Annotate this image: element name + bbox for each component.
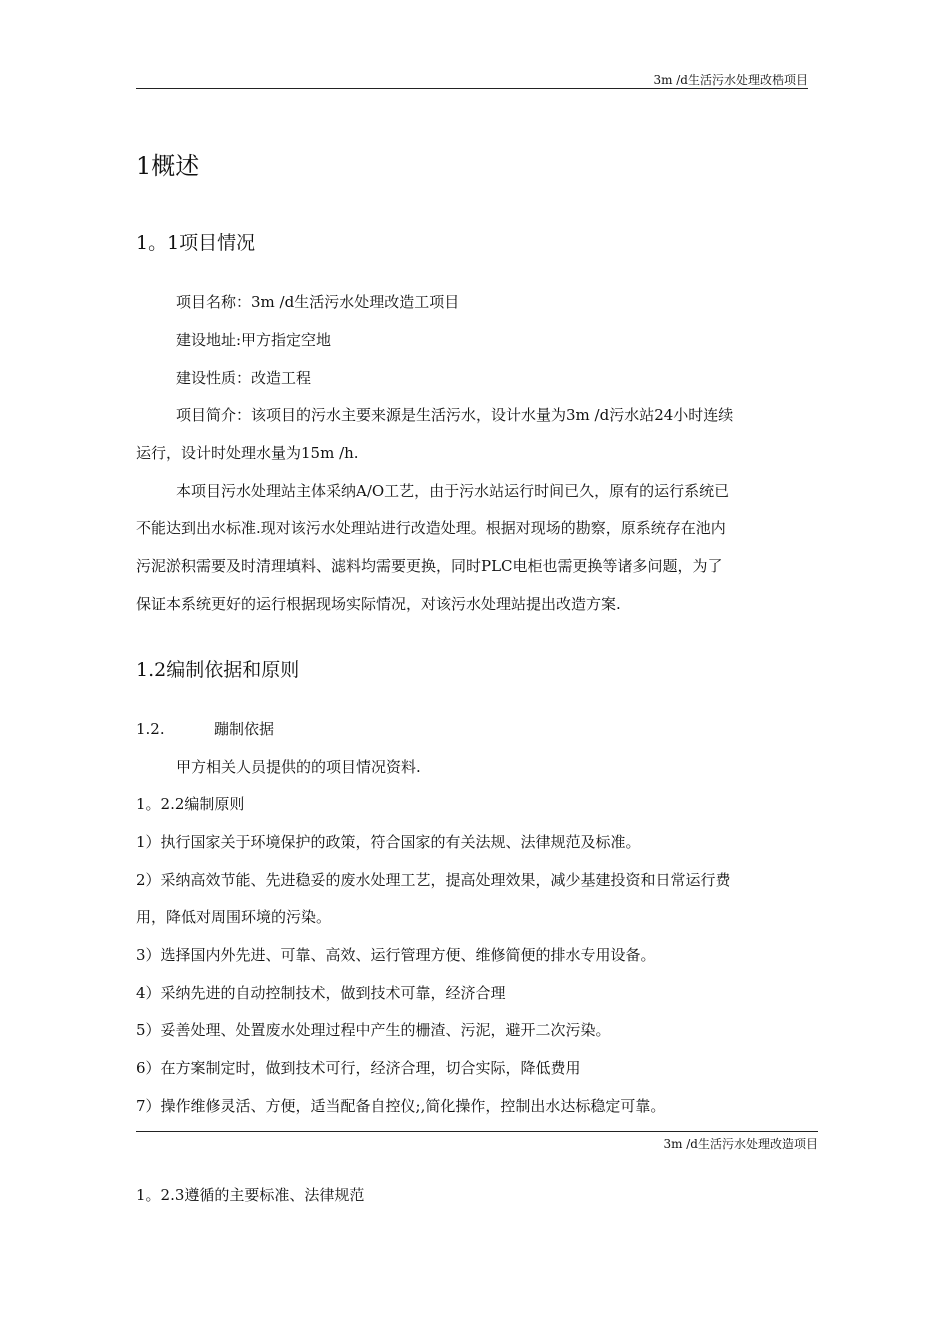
principle-item-2: 2）采纳高效节能、先进稳妥的废水处理工艺，提高处理效果，减少基建投资和日常运行费 — [136, 871, 731, 889]
subsection-title-1-2-1: 蹦制依据 — [214, 720, 275, 738]
para-line-1: 本项目污水处理站主体采纳A/O工艺，由于污水站运行时间已久，原有的运行系统已 — [176, 482, 730, 500]
principle-item-1: 1）执行国家关于环境保护的政策，符合国家的有关法规、法律规范及标准。 — [136, 833, 641, 851]
principle-item-5: 5）妥善处理、处置废水处理过程中产生的栅渣、污泥，避开二次污染。 — [136, 1021, 611, 1039]
subsection-number-1-2-1: 1.2. — [136, 720, 165, 738]
project-brief-line-2: 运行，设计时处理水量为15m /h. — [136, 444, 359, 462]
principle-item-3: 3）选择国内外先进、可靠、高效、运行管理方便、维修简便的排水专用设备。 — [136, 946, 656, 964]
subsection-title-1-2-2: 1。2.2编制原则 — [136, 795, 245, 813]
project-name: 项目名称：3m /d生活污水处理改造工项目 — [176, 293, 460, 311]
project-brief-line-1: 项目简介：该项目的污水主要来源是生活污水，设计水量为3m /d污水站24小时连续 — [176, 406, 734, 424]
basis-text: 甲方相关人员提供的的项目情况资料. — [176, 758, 421, 776]
page-break-rule — [136, 1131, 818, 1132]
principle-item-2-cont: 用，降低对周围环境的污染。 — [136, 908, 332, 926]
principle-item-7: 7）操作维修灵活、方便，适当配备自控仪;,简化操作，控制出水达标稳定可靠。 — [136, 1097, 666, 1115]
header-rule — [136, 88, 808, 89]
para-line-4: 保证本系统更好的运行根据现场实际情况，对该污水处理站提出改造方案. — [136, 595, 621, 613]
para-line-3: 污泥淤积需要及时清理填料、滤料均需要更换，同时PLC电柜也需更换等诸多问题，为了 — [136, 557, 723, 575]
project-address: 建设地址:甲方指定空地 — [176, 331, 332, 349]
page-header: 3m /d生活污水处理改梏项目 — [653, 73, 808, 87]
para-line-2: 不能达到出水标准.现对该污水处理站进行改造处理。根据对现场的勘察，原系统存在池内 — [136, 519, 726, 537]
principle-item-6: 6）在方案制定时，做到技术可行，经济合理，切合实际，降低费用 — [136, 1059, 581, 1077]
project-nature: 建设性质：改造工程 — [176, 369, 312, 387]
section-title-1-2: 1.2编制依据和原则 — [136, 659, 300, 681]
principle-item-4: 4）采纳先进的自动控制技术，做到技术可靠，经济合理 — [136, 984, 506, 1002]
page-header-2: 3m /d生活污水处理改造项目 — [663, 1137, 818, 1151]
subsection-title-1-2-3: 1。2.3遵循的主要标准、法律规范 — [136, 1186, 365, 1204]
chapter-title: 1概述 — [136, 152, 200, 180]
section-title-1-1: 1。1项目情况 — [136, 232, 256, 254]
